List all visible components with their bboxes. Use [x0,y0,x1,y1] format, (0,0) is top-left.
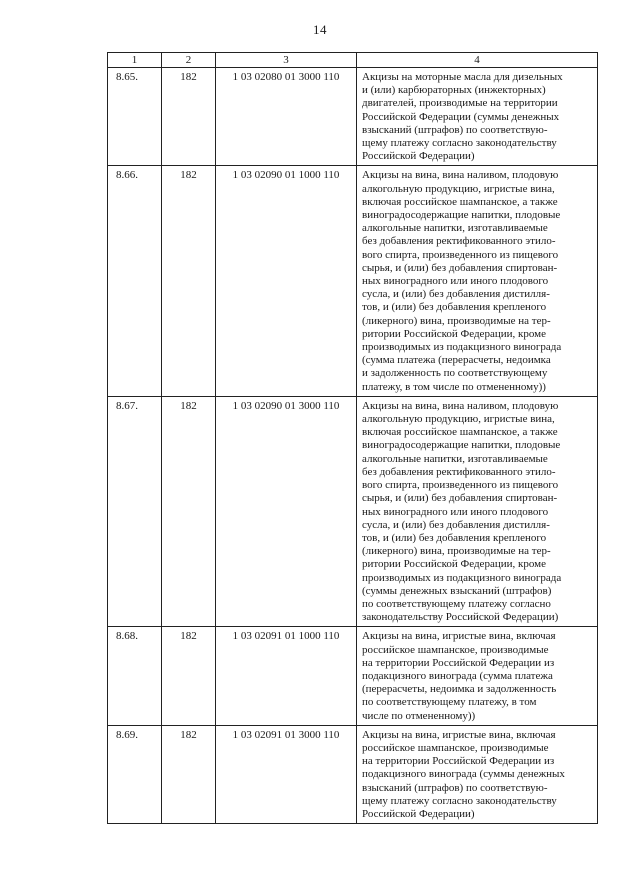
description-line: Акцизы на вина, вина наливом, плодовую [362,399,559,412]
description-line: по соответствующему платежу согласно [362,597,551,610]
budget-classification-code-cell: 1 03 02090 01 3000 110 [216,396,357,626]
income-description-cell [357,166,598,396]
income-description-cell [357,68,598,166]
description-line: щему платежу согласно законодательству [362,794,557,807]
description-line: и (или) карбюраторных (инжекторных) [362,84,546,97]
description-line: сырья, и (или) без добавления спиртован- [362,492,558,505]
description-line: (перерасчеты, недоимка и задолженность [362,683,557,696]
description-line: (сумма платежа (перерасчеты, недоимка [362,354,551,367]
description-line: подакцизного винограда (сумма платежа [362,669,553,682]
description-line: ритории Российской Федерации, кроме [362,558,546,571]
description-line: подакцизного винограда (суммы денежных [362,768,565,781]
description-line: двигателей, производимые на территории [362,97,558,110]
description-line: российское шампанское, производимые [362,643,549,656]
description-line: производимых из подакцизного винограда [362,341,562,354]
description-line: взысканий (штрафов) по соответствую- [362,123,548,136]
description-line: алкогольную продукцию, игристые вина, [362,182,555,195]
description-line: Акцизы на вина, игристые вина, включая [362,630,556,643]
description-line: сырья, и (или) без добавления спиртован- [362,261,558,274]
description-line: платежу, в том числе по отмененному)) [362,380,546,393]
row-number-cell: 8.69. [108,725,162,823]
column-number-3: 3 [216,53,357,68]
description-line: на территории Российской Федерации из [362,656,555,669]
administrator-code-cell: 182 [162,166,216,396]
description-line: взысканий (штрафов) по соответствую- [362,781,548,794]
budget-classification-code-cell: 1 03 02091 01 3000 110 [216,725,357,823]
table-row [108,627,598,725]
description-line: вого спирта, произведенного из пищевого [362,479,559,492]
description-line: виноградосодержащие напитки, плодовые [362,439,561,452]
description-line: сусла, и (или) без добавления дистилля- [362,518,550,531]
column-number-4: 4 [357,53,598,68]
administrator-code-cell: 182 [162,627,216,725]
description-line: без добавления ректификованного этило- [362,235,556,248]
table-body [108,53,598,824]
income-description-cell [357,396,598,626]
income-description-cell [357,627,598,725]
description-line: Акцизы на моторные масла для дизельных [362,71,563,83]
description-line: ных виноградного или иного плодового [362,505,549,518]
row-number-cell: 8.65. [108,68,162,166]
description-line: алкогольные напитки, изготавливаемые [362,222,548,235]
description-line: включая российское шампанское, а также [362,195,558,208]
description-line: Акцизы на вина, игристые вина, включая [362,728,556,741]
description-line: ритории Российской Федерации, кроме [362,327,546,340]
budget-classification-code-cell: 1 03 02090 01 1000 110 [216,166,357,396]
table-row [108,396,598,626]
column-number-1: 1 [108,53,162,68]
table-row [108,68,598,166]
description-line: (ликерного) вина, производимые на тер- [362,314,551,327]
description-line: (ликерного) вина, производимые на тер- [362,545,551,558]
description-line: Российской Федерации) [362,150,475,163]
description-line: Акцизы на вина, вина наливом, плодовую [362,169,559,182]
description-line: (суммы денежных взысканий (штрафов) [362,584,552,597]
administrator-code-cell: 182 [162,725,216,823]
description-line: числе по отмененному)) [362,709,476,722]
description-line: производимых из подакцизного винограда [362,571,562,584]
budget-classification-code-cell: 1 03 02091 01 1000 110 [216,627,357,725]
row-number-cell: 8.67. [108,396,162,626]
table-row [108,166,598,396]
description-line: и задолженность по соответствующему [362,367,548,380]
column-number-2: 2 [162,53,216,68]
description-line: ных виноградного или иного плодового [362,275,549,288]
description-line: Российской Федерации (суммы денежных [362,110,560,123]
description-line: российское шампанское, производимые [362,741,549,754]
row-number-cell: 8.68. [108,627,162,725]
budget-codes-table [107,52,598,824]
description-line: виноградосодержащие напитки, плодовые [362,209,561,222]
description-line: законодательству Российской Федерации) [362,611,559,624]
description-line: на территории Российской Федерации из [362,755,555,768]
row-number-cell: 8.66. [108,166,162,396]
description-line: без добавления ректификованного этило- [362,465,556,478]
description-line: сусла, и (или) без добавления дистилля- [362,288,550,301]
description-line: алкогольную продукцию, игристые вина, [362,413,555,426]
page-number: 14 [313,22,327,37]
description-line: Российской Федерации) [362,807,475,820]
column-number-row [108,53,598,68]
budget-classification-code-cell: 1 03 02080 01 3000 110 [216,68,357,166]
description-line: тов, и (или) без добавления крепленого [362,301,547,314]
description-line: щему платежу согласно законодательству [362,137,557,150]
description-line: тов, и (или) без добавления крепленого [362,531,547,544]
description-line: по соответствующему платежу, в том [362,696,537,709]
administrator-code-cell: 182 [162,396,216,626]
description-line: вого спирта, произведенного из пищевого [362,248,559,261]
administrator-code-cell: 182 [162,68,216,166]
income-description-cell [357,725,598,823]
table-row [108,725,598,823]
description-line: включая российское шампанское, а также [362,426,558,439]
description-line: алкогольные напитки, изготавливаемые [362,452,548,465]
